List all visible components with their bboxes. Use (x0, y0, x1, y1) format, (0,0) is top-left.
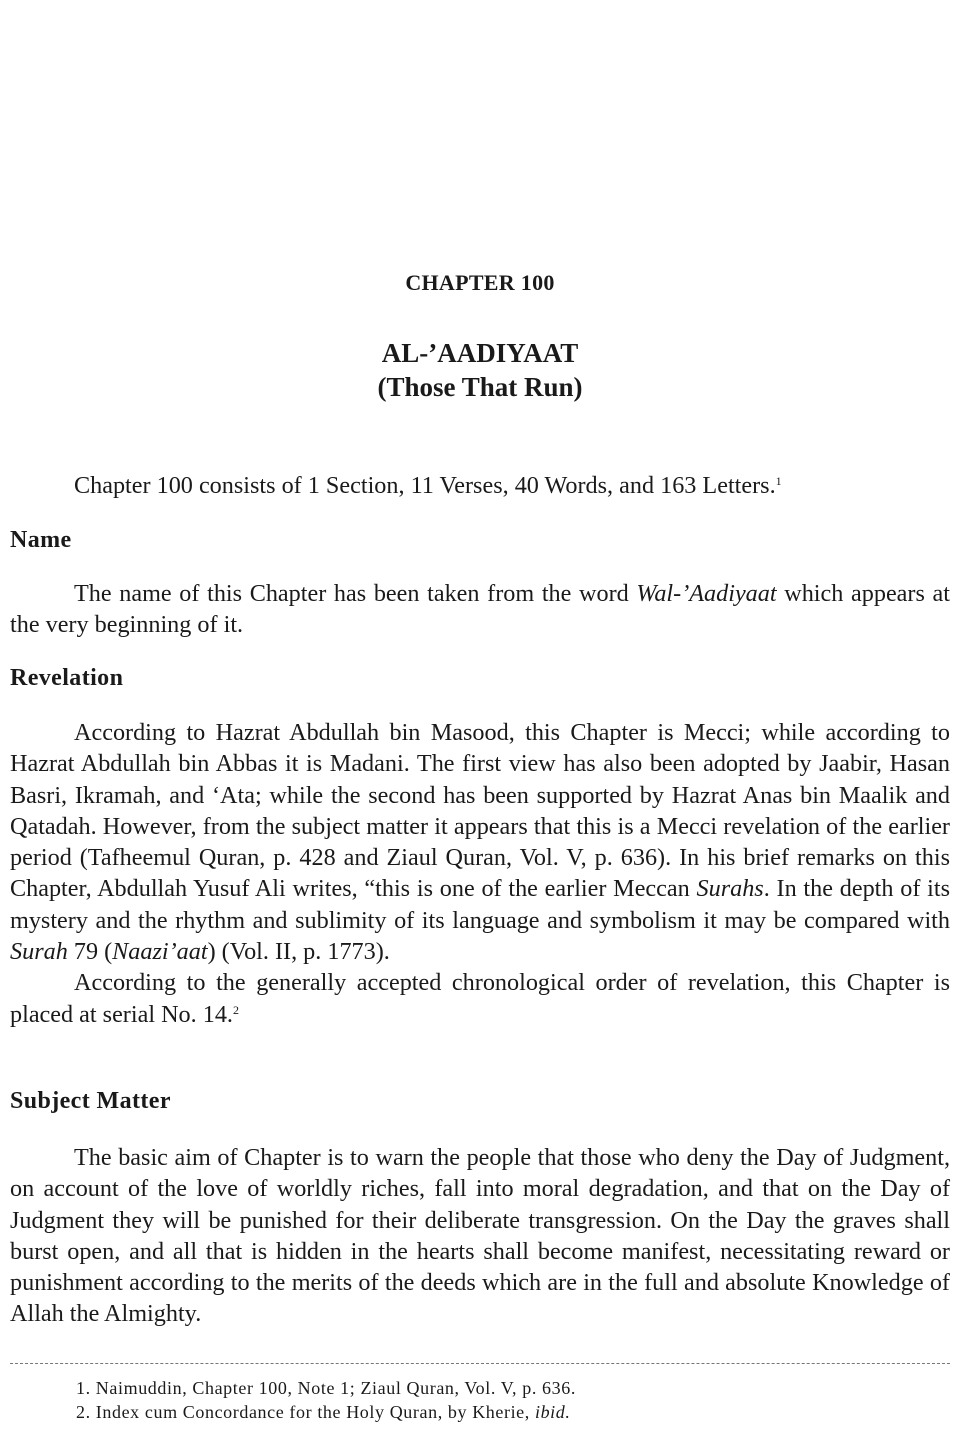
heading-subject-matter: Subject Matter (10, 1088, 171, 1114)
footnote-1: 1. Naimuddin, Chapter 100, Note 1; Ziaul Quran, Vol. V, p. 636. (76, 1378, 576, 1398)
footnote-2: 2. Index cum Concordance for the Holy Quran, by Kherie, ibid. (76, 1402, 571, 1422)
footnote-ref-1: 1 (775, 474, 782, 488)
heading-revelation: Revelation (10, 665, 124, 691)
chapter-title-block (10, 336, 950, 404)
footnotes (76, 1376, 576, 1424)
chapter-subtitle: (Those That Run) (377, 372, 583, 402)
revelation-paragraphs (10, 717, 950, 1030)
intro-text: Chapter 100 consists of 1 Section, 11 Verses, 40 Words, and 163 Letters. (74, 472, 776, 499)
footnote-ref-2: 2 (232, 1002, 239, 1017)
revelation-paragraph-2: According to the generally accepted chronological order of revelation, this Chapter is placed at serial No. 14.$^2$ (10, 969, 950, 1028)
italic-term: Wal-’Aadiyaat (636, 580, 777, 607)
footnote-divider (10, 1363, 950, 1364)
subject-paragraph: The basic aim of Chapter is to warn the people that those who deny the Day of Judgment, on account of the love of worldly riches, fall into moral degradation, and that on the Day of Judgment they will be punished for their deliberate transgression. On the Day the graves shall burst open, and all that is hidden in the hearts shall become manifest, necessitating reward or punishment according to the merits of the deeds which are in the full and absolute Knowledge of Allah the Almighty. (10, 1144, 950, 1328)
intro-paragraph (10, 470, 950, 501)
heading-name: Name (10, 527, 72, 553)
chapter-title: AL-’AADIYAAT (381, 338, 579, 368)
chapter-number: CHAPTER 100 (405, 270, 555, 295)
revelation-paragraph-1: According to Hazrat Abdullah bin Masood, this Chapter is Mecci; while according to Hazrat Abdullah bin Abbas it is Madani. The first view has also been adopted by Jaabir, Hasan Basri, Ikramah, and ‘Ata; while the second has been supported by Hazrat Anas bin Maalik and Qatadah. However, from the subject matter it appears that this is a Mecci revelation of the earlier period (Tafheemul Quran, p. 428 and Ziaul Quran, Vol. V, p. 636). In his brief remarks on this Chapter, Abdullah Yusuf Ali writes, “this is one of the earlier Meccan Surahs. In the depth of its mystery and the rhythm and sublimity of its language and symbolism it may be compared with Surah 79 (Naazi’aat) (Vol. II, p. 1773). (10, 719, 951, 966)
name-paragraph: The name of this Chapter has been taken from the word Wal-’Aadiyaat which appears at the very beginning of it. (10, 580, 950, 639)
